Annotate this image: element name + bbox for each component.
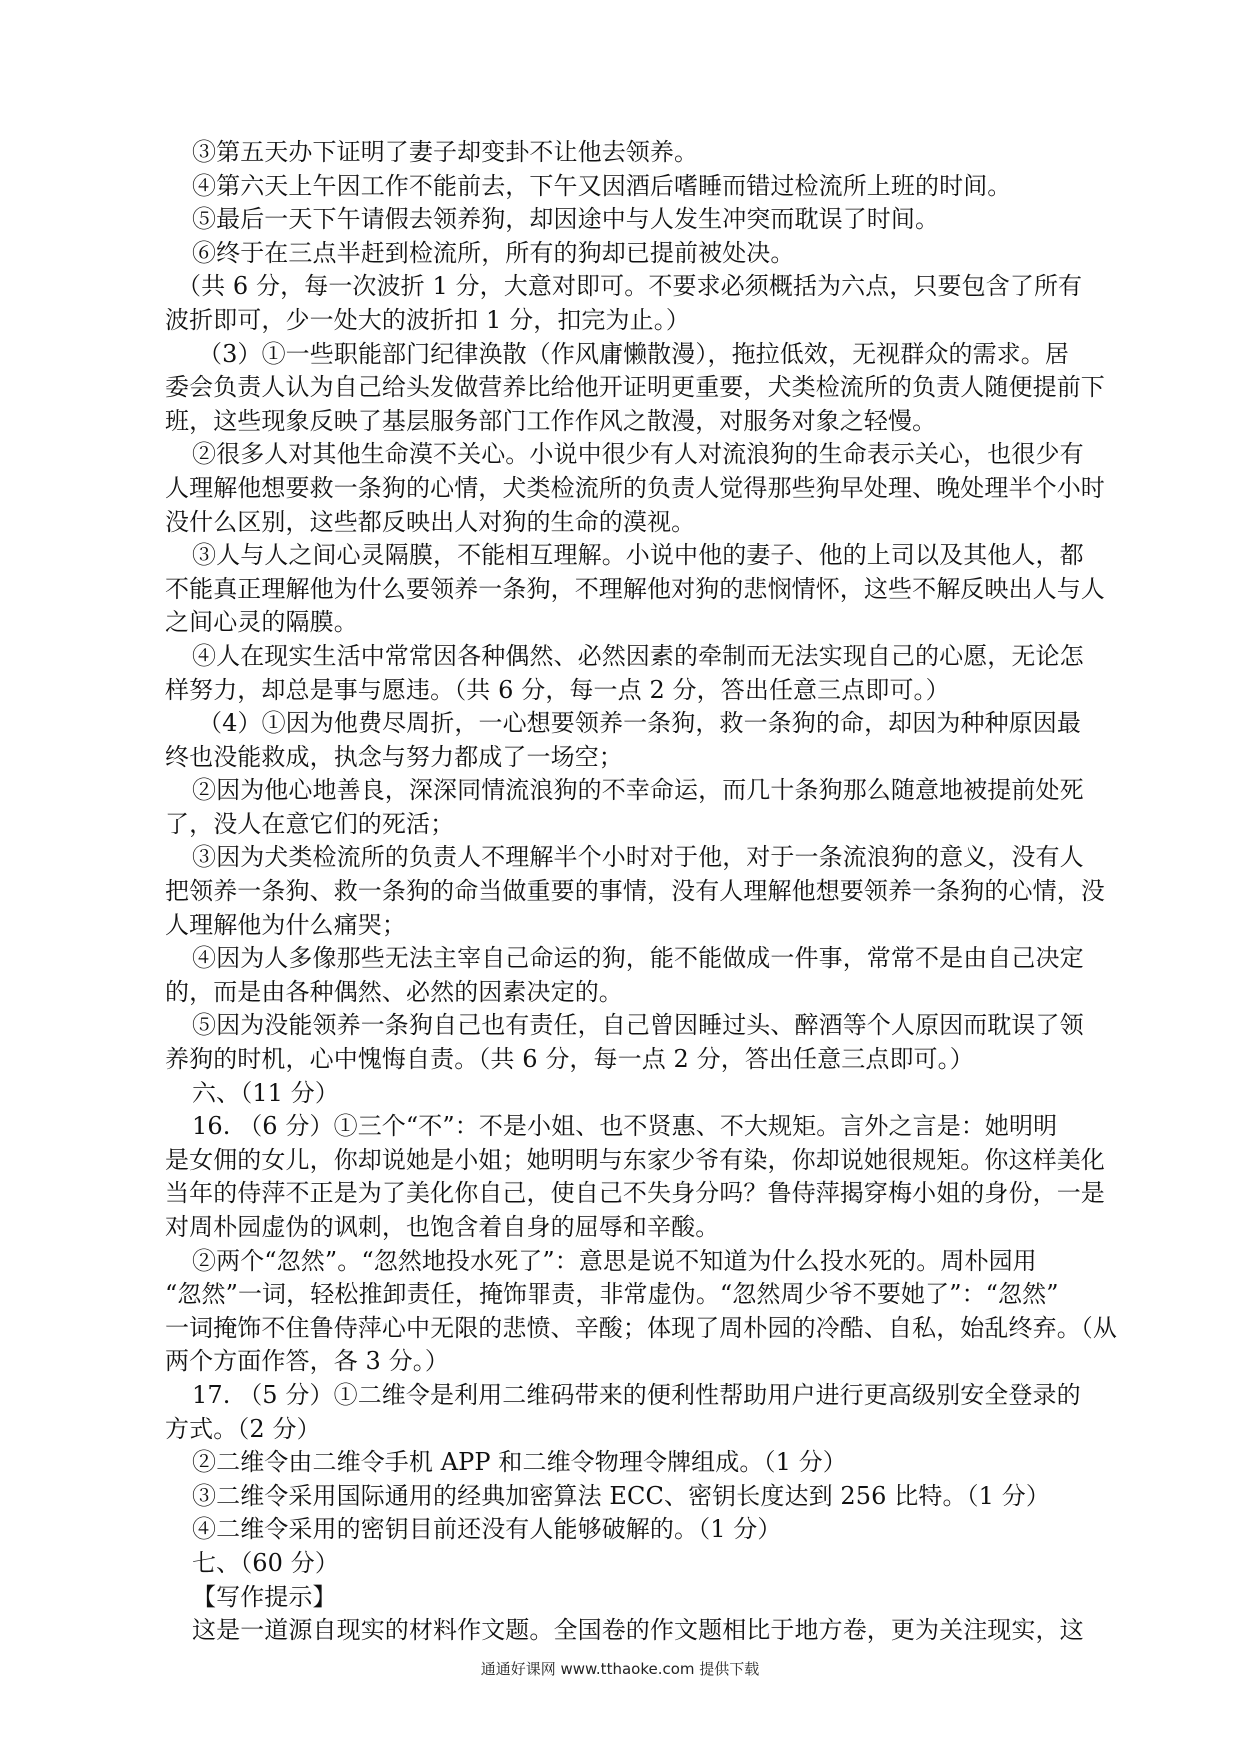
text-line: ③因为犬类检流所的负责人不理解半个小时对于他，对于一条流浪狗的意义，没有人 xyxy=(192,843,1084,872)
text-line: 之间心灵的隔膜。 xyxy=(165,608,358,637)
text-line: 终也没能救成，执念与努力都成了一场空； xyxy=(165,742,623,771)
text-line: 人理解他为什么痛哭； xyxy=(165,910,406,939)
text-line: 七、（60 分） xyxy=(192,1548,339,1577)
text-line: ⑤因为没能领养一条狗自己也有责任，自己曾因睡过头、醉酒等个人原因而耽误了领 xyxy=(192,1011,1084,1040)
text-line: 当年的侍萍不正是为了美化你自己，使自己不失身分吗？鲁侍萍揭穿梅小姐的身份，一是 xyxy=(165,1179,1105,1208)
text-line: ④人在现实生活中常常因各种偶然、必然因素的牵制而无法实现自己的心愿，无论怎 xyxy=(192,641,1084,670)
text-line: ④第六天上午因工作不能前去，下午又因酒后嗜睡而错过检流所上班的时间。 xyxy=(192,171,1012,200)
text-line: ⑤最后一天下午请假去领养狗，却因途中与人发生冲突而耽误了时间。 xyxy=(192,205,940,234)
text-line: 样努力，却总是事与愿违。（共 6 分，每一点 2 分，答出任意三点即可。） xyxy=(165,675,950,704)
page-footer: 通通好课网 www.tthaoke.com 提供下载 xyxy=(480,1660,760,1678)
text-line: ②很多人对其他生命漠不关心。小说中很少有人对流浪狗的生命表示关心，也很少有 xyxy=(192,440,1084,469)
text-line: 17. （5 分）①二维令是利用二维码带来的便利性帮助用户进行更高级别安全登录的 xyxy=(192,1380,1081,1409)
text-line: ②二维令由二维令手机 APP 和二维令物理令牌组成。（1 分） xyxy=(192,1448,847,1477)
text-line: 的，而是由各种偶然、必然的因素决定的。 xyxy=(165,977,623,1006)
text-line: “忽然”一词，轻松推卸责任，掩饰罪责，非常虚伪。“忽然周少爷不要她了”：“忽然” xyxy=(165,1280,1059,1309)
text-line: 了，没人在意它们的死活； xyxy=(165,809,455,838)
text-line: ⑥终于在三点半赶到检流所，所有的狗却已提前被处决。 xyxy=(192,238,795,267)
text-line: 把领养一条狗、救一条狗的命当做重要的事情，没有人理解他想要领养一条狗的心情，没 xyxy=(165,877,1105,906)
text-line: 一词掩饰不住鲁侍萍心中无限的悲愤、辛酸；体现了周朴园的冷酷、自私，始乱终弃。（从 xyxy=(165,1313,1117,1342)
text-line: （4）①因为他费尽周折，一心想要领养一条狗，救一条狗的命，却因为种种原因最 xyxy=(198,709,1081,738)
text-line: 六、（11 分） xyxy=(192,1078,339,1107)
text-line: 养狗的时机，心中愧悔自责。（共 6 分，每一点 2 分，答出任意三点即可。） xyxy=(165,1045,974,1074)
document-body xyxy=(165,136,1115,1648)
text-line: ②两个“忽然”。“忽然地投水死了”：意思是说不知道为什么投水死的。周朴园用 xyxy=(192,1246,1037,1275)
text-line: 两个方面作答，各 3 分。） xyxy=(165,1347,449,1376)
text-line: 没什么区别，这些都反映出人对狗的生命的漠视。 xyxy=(165,507,696,536)
text-line: ③第五天办下证明了妻子却变卦不让他去领养。 xyxy=(192,138,699,166)
text-line: 16. （6 分）①三个“不”：不是小姐、也不贤惠、不大规矩。言外之言是：她明明 xyxy=(192,1112,1058,1141)
text-line: 对周朴园虚伪的讽刺，也饱含着自身的屈辱和辛酸。 xyxy=(165,1213,720,1241)
text-line: （3）①一些职能部门纪律涣散（作风庸懒散漫），拖拉低效，无视群众的需求。居 xyxy=(198,339,1069,368)
text-line: ③二维令采用国际通用的经典加密算法 ECC、密钥长度达到 256 比特。（1 分） xyxy=(192,1481,1050,1510)
text-line: 人理解他想要救一条狗的心情，犬类检流所的负责人觉得那些狗早处理、晚处理半个小时 xyxy=(165,473,1105,502)
text-line: 这是一道源自现实的材料作文题。全国卷的作文题相比于地方卷，更为关注现实，这 xyxy=(192,1616,1084,1645)
text-line: 是女佣的女儿，你却说她是小姐；她明明与东家少爷有染，你却说她很规矩。你这样美化 xyxy=(165,1145,1105,1174)
text-line: ③人与人之间心灵隔膜，不能相互理解。小说中他的妻子、他的上司以及其他人，都 xyxy=(192,541,1084,570)
text-line: 方式。（2 分） xyxy=(165,1414,321,1443)
text-line: ④因为人多像那些无法主宰自己命运的狗，能不能做成一件事，常常不是由自己决定 xyxy=(192,944,1084,973)
text-line: （共 6 分，每一次波折 1 分，大意对即可。不要求必须概括为六点，只要包含了所有 xyxy=(177,272,1083,301)
text-line: ④二维令采用的密钥目前还没有人能够破解的。（1 分） xyxy=(192,1515,782,1544)
text-line: ②因为他心地善良，深深同情流浪狗的不幸命运，而几十条狗那么随意地被提前处死 xyxy=(192,776,1084,805)
text-line: 【写作提示】 xyxy=(192,1582,337,1611)
text-line: 班，这些现象反映了基层服务部门工作作风之散漫，对服务对象之轻慢。 xyxy=(165,406,937,435)
text-line: 不能真正理解他为什么要领养一条狗，不理解他对狗的悲悯情怀，这些不解反映出人与人 xyxy=(165,574,1105,603)
text-line: 波折即可，少一处大的波折扣 1 分，扣完为止。） xyxy=(165,305,690,334)
text-line: 委会负责人认为自己给头发做营养比给他开证明更重要，犬类检流所的负责人随便提前下 xyxy=(165,373,1105,402)
